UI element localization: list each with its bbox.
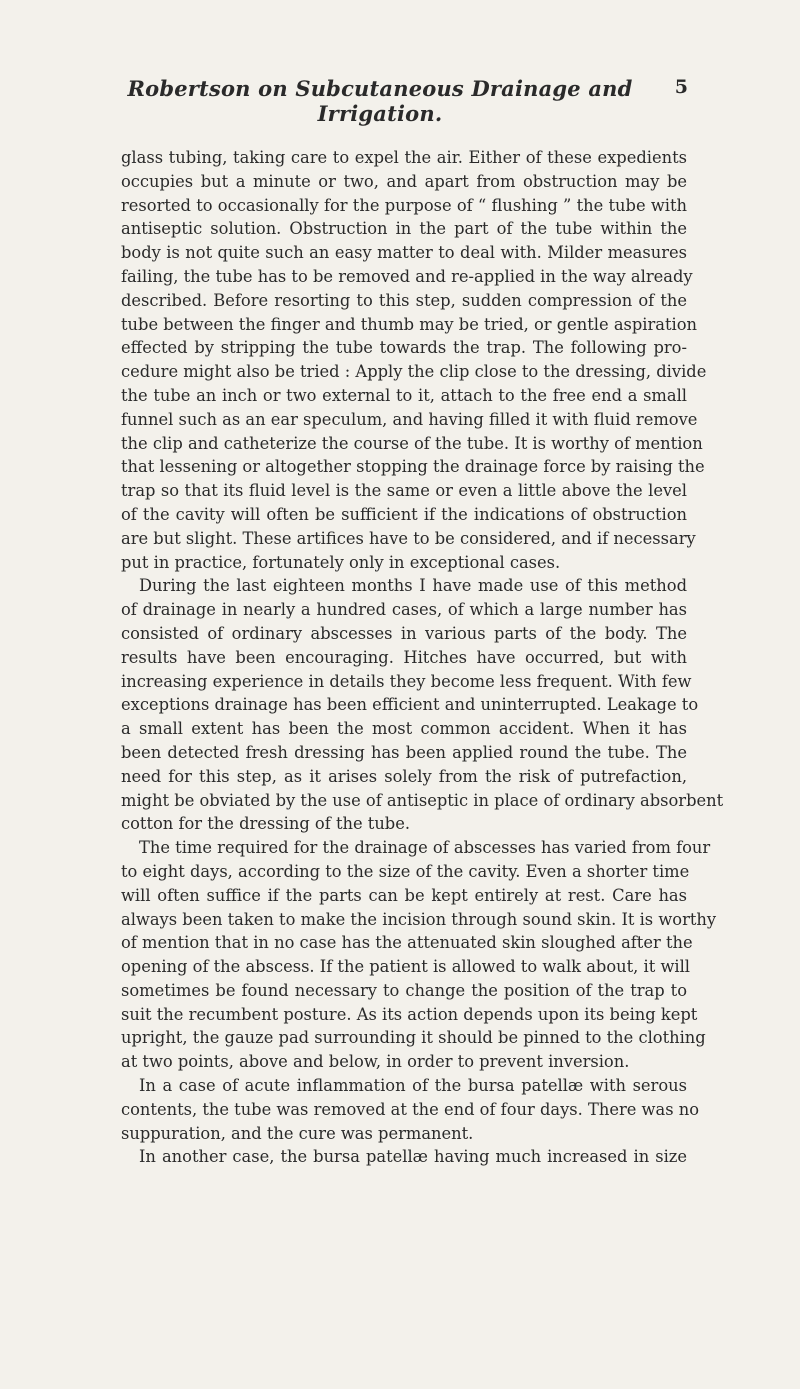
text-line: consisted of ordinary abscesses in various parts of the body. The (121, 623, 687, 643)
text-line: glass tubing, taking care to expel the air. Either of these expedients (121, 148, 687, 167)
text-line: cedure might also be tried : Apply the clip close to the dressing, divide (121, 362, 707, 382)
text-line: The time required for the drainage of abscesses has varied from four (139, 838, 711, 858)
text-line: that lessening or altogether stopping the drainage force by raising the (121, 457, 705, 477)
text-line: always been taken to make the incision through sound skin. It is worthy (121, 909, 717, 929)
text-line: contents, the tube was removed at the end of four days. There was no (121, 1099, 700, 1119)
text-line: antiseptic solution. Obstruction in the part of the tube within the (121, 219, 687, 239)
text-line: opening of the abscess. If the patient is allowed to walk about, it will (121, 957, 691, 977)
text-line: In a case of acute inflammation of the bursa patellæ with serous (139, 1076, 687, 1096)
text-line: the clip and catheterize the course of the tube. It is worthy of mention (121, 433, 703, 453)
text-line: tube between the finger and thumb may be tried, or gentle aspiration (121, 314, 698, 334)
text-line: resorted to occasionally for the purpose of “ flushing ” the tube with (121, 195, 687, 215)
text-line: at two points, above and below, in order to prevent inversion. (121, 1052, 630, 1072)
text-line: will often suffice if the parts can be kept entirely at rest. Care has (121, 885, 687, 905)
text-line: results have been encouraging. Hitches have occurred, but with (121, 647, 687, 667)
text-line: might be obviated by the use of antiseptic in place of ordinary absorbent (121, 790, 724, 810)
text-line: of mention that in no case has the attenuated skin sloughed after the (121, 933, 693, 953)
text-line: trap so that its fluid level is the same or even a little above the level (121, 481, 687, 501)
running-head (120, 76, 688, 126)
text-line: the tube an inch or two external to it, attach to the free end a small (121, 385, 687, 405)
text-line: are but slight. These artifices have to be considered, and if necessary (121, 528, 696, 548)
text-line: put in practice, fortunately only in exceptional cases. (121, 552, 561, 572)
text-line: failing, the tube has to be removed and re-applied in the way already (121, 266, 693, 286)
text-line: exceptions drainage has been efficient and uninterrupted. Leakage to (121, 695, 699, 715)
running-title: Robertson on Subcutaneous Drainage and Irrigation. (127, 76, 633, 126)
text-line: a small extent has been the most common accident. When it has (121, 719, 687, 739)
text-line: cotton for the dressing of the tube. (121, 814, 411, 834)
text-line: In another case, the bursa patellæ having much increased in size (139, 1147, 687, 1167)
text-line: upright, the gauze pad surrounding it should be pinned to the clothing (121, 1028, 706, 1048)
text-line: suppuration, and the cure was permanent. (121, 1123, 474, 1143)
text-line: of drainage in nearly a hundred cases, of which a large number has (121, 600, 687, 620)
text-line: suit the recumbent posture. As its action depends upon its being kept (121, 1004, 698, 1024)
text-line: funnel such as an ear speculum, and having filled it with fluid remove (121, 409, 698, 429)
body-text (121, 146, 724, 1169)
text-line: During the last eighteen months I have made use of this method (139, 576, 687, 596)
text-line: described. Before resorting to this step, sudden compression of the (121, 290, 687, 310)
text-line: effected by stripping the tube towards the trap. The following pro- (121, 338, 687, 358)
page-number: 5 (674, 76, 688, 98)
text-line: increasing experience in details they become less frequent. With few (121, 671, 692, 691)
text-line: to eight days, according to the size of the cavity. Even a shorter time (121, 861, 690, 881)
text-line: body is not quite such an easy matter to deal with. Milder measures (121, 243, 687, 263)
text-line: need for this step, as it arises solely from the risk of putrefaction, (121, 766, 687, 786)
text-line: occupies but a minute or two, and apart from obstruction may be (121, 171, 687, 191)
text-line: of the cavity will often be sufficient if the indications of obstruction (121, 504, 687, 524)
text-line: sometimes be found necessary to change the position of the trap to (121, 980, 687, 1000)
text-line: been detected fresh dressing has been applied round the tube. The (121, 742, 687, 762)
